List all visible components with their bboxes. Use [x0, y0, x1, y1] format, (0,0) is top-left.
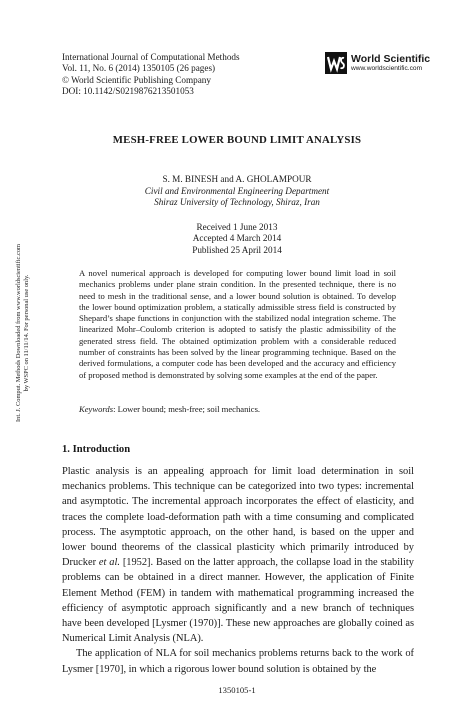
affiliation-department: Civil and Environmental Engineering Department: [144, 186, 330, 196]
abstract: A novel numerical approach is developed for computing lower bound limit load in soil mechanics problems under plane strain condition. In the presented technique, there is no need to mesh in the traditional sense, and a lower bound solution is obtained. To develop the lower bound optimization problem, a statically admissible stress field is constructed by Shepard’s shape functions in conjunction with the stabilized nodal integration scheme. The linearized Mohr–Coulomb criterion is adopted to satisfy the plastic admissibility of the generated stress field. The obtained optimization problem with a considerable reduced number of constraints has been solved by the linear programming technique. Based on the derived formulations, a computer code has been developed and the accuracy and efficiency of proposed method is demonstrated by solving some examples at the end of the paper.: [79, 268, 396, 380]
keywords: [79, 404, 396, 414]
ws-logo-icon: [325, 52, 347, 74]
watermark-line-1: Int. J. Comput. Methods Downloaded from www.worldscientific.com: [15, 244, 22, 422]
keywords-text: : Lower bound; mesh-free; soil mechanics.: [113, 404, 261, 414]
publisher-url: www.worldscientific.com: [351, 65, 423, 72]
affiliation-university: Shiraz University of Technology, Shiraz, Iran: [154, 197, 320, 208]
keywords-label: Keywords: [79, 404, 114, 414]
paragraph-1: [62, 464, 414, 646]
section-heading: 1. Introduction: [62, 444, 131, 455]
download-watermark: [15, 218, 31, 448]
journal-doi: DOI: 10.1142/S0219876213501053: [62, 86, 194, 97]
journal-name: International Journal of Computational Methods: [62, 52, 240, 62]
date-accepted: Accepted 4 March 2014: [192, 233, 282, 244]
journal-info: [62, 52, 240, 98]
paragraph-1-etal: et al.: [98, 557, 120, 569]
paper-authors: S. M. BINESH and A. GHOLAMPOUR: [162, 174, 312, 184]
paper-title: MESH-FREE LOWER BOUND LIMIT ANALYSIS: [112, 134, 362, 146]
journal-copyright: © World Scientific Publishing Company: [62, 74, 211, 85]
paragraph-1-part-a: Plastic analysis is an appealing approach for limit load determination in soil mechanics problems. This technique can be categorized into two types: incremental and asymptotic. The incremental approach incorporates the effect of elasticity, and traces the complete load-deformation path with a time consuming and complicated process. The asymptotic approach, on the other hand, is based on the upper and lower bound theorems of the classical plasticity which primarily introduced by Drucker: [62, 466, 414, 569]
page-number: 1350105-1: [218, 685, 256, 695]
author-affiliation: [0, 186, 474, 209]
date-published: Published 25 April 2014: [192, 244, 282, 255]
date-received: Received 1 June 2013: [196, 222, 278, 232]
publisher-name: World Scientific: [351, 53, 431, 65]
publication-dates: [0, 222, 474, 256]
watermark-line-2: by WSPC on 11/11/14. For personal use only.: [23, 274, 30, 392]
publisher-logo: [325, 52, 445, 78]
body-text: [62, 464, 414, 677]
journal-volume: Vol. 11, No. 6 (2014) 1350105 (26 pages): [62, 63, 216, 74]
paragraph-1-part-b: [1952]. Based on the latter approach, the collapse load in the stability problems can be obtained in a direct manner. However, the application of Finite Element Method (FEM) in tandem with mathematical programming increased the efficiency of asymptotic approach significantly and a new branch of techniques have been developed [Lysmer (1970)]. These new approaches are globally coined as Numerical Limit Analysis (NLA).: [62, 557, 414, 645]
paragraph-2: The application of NLA for soil mechanics problems returns back to the work of Lysmer [1970], in which a rigorous lower bound solution is obtained by the: [62, 648, 414, 675]
